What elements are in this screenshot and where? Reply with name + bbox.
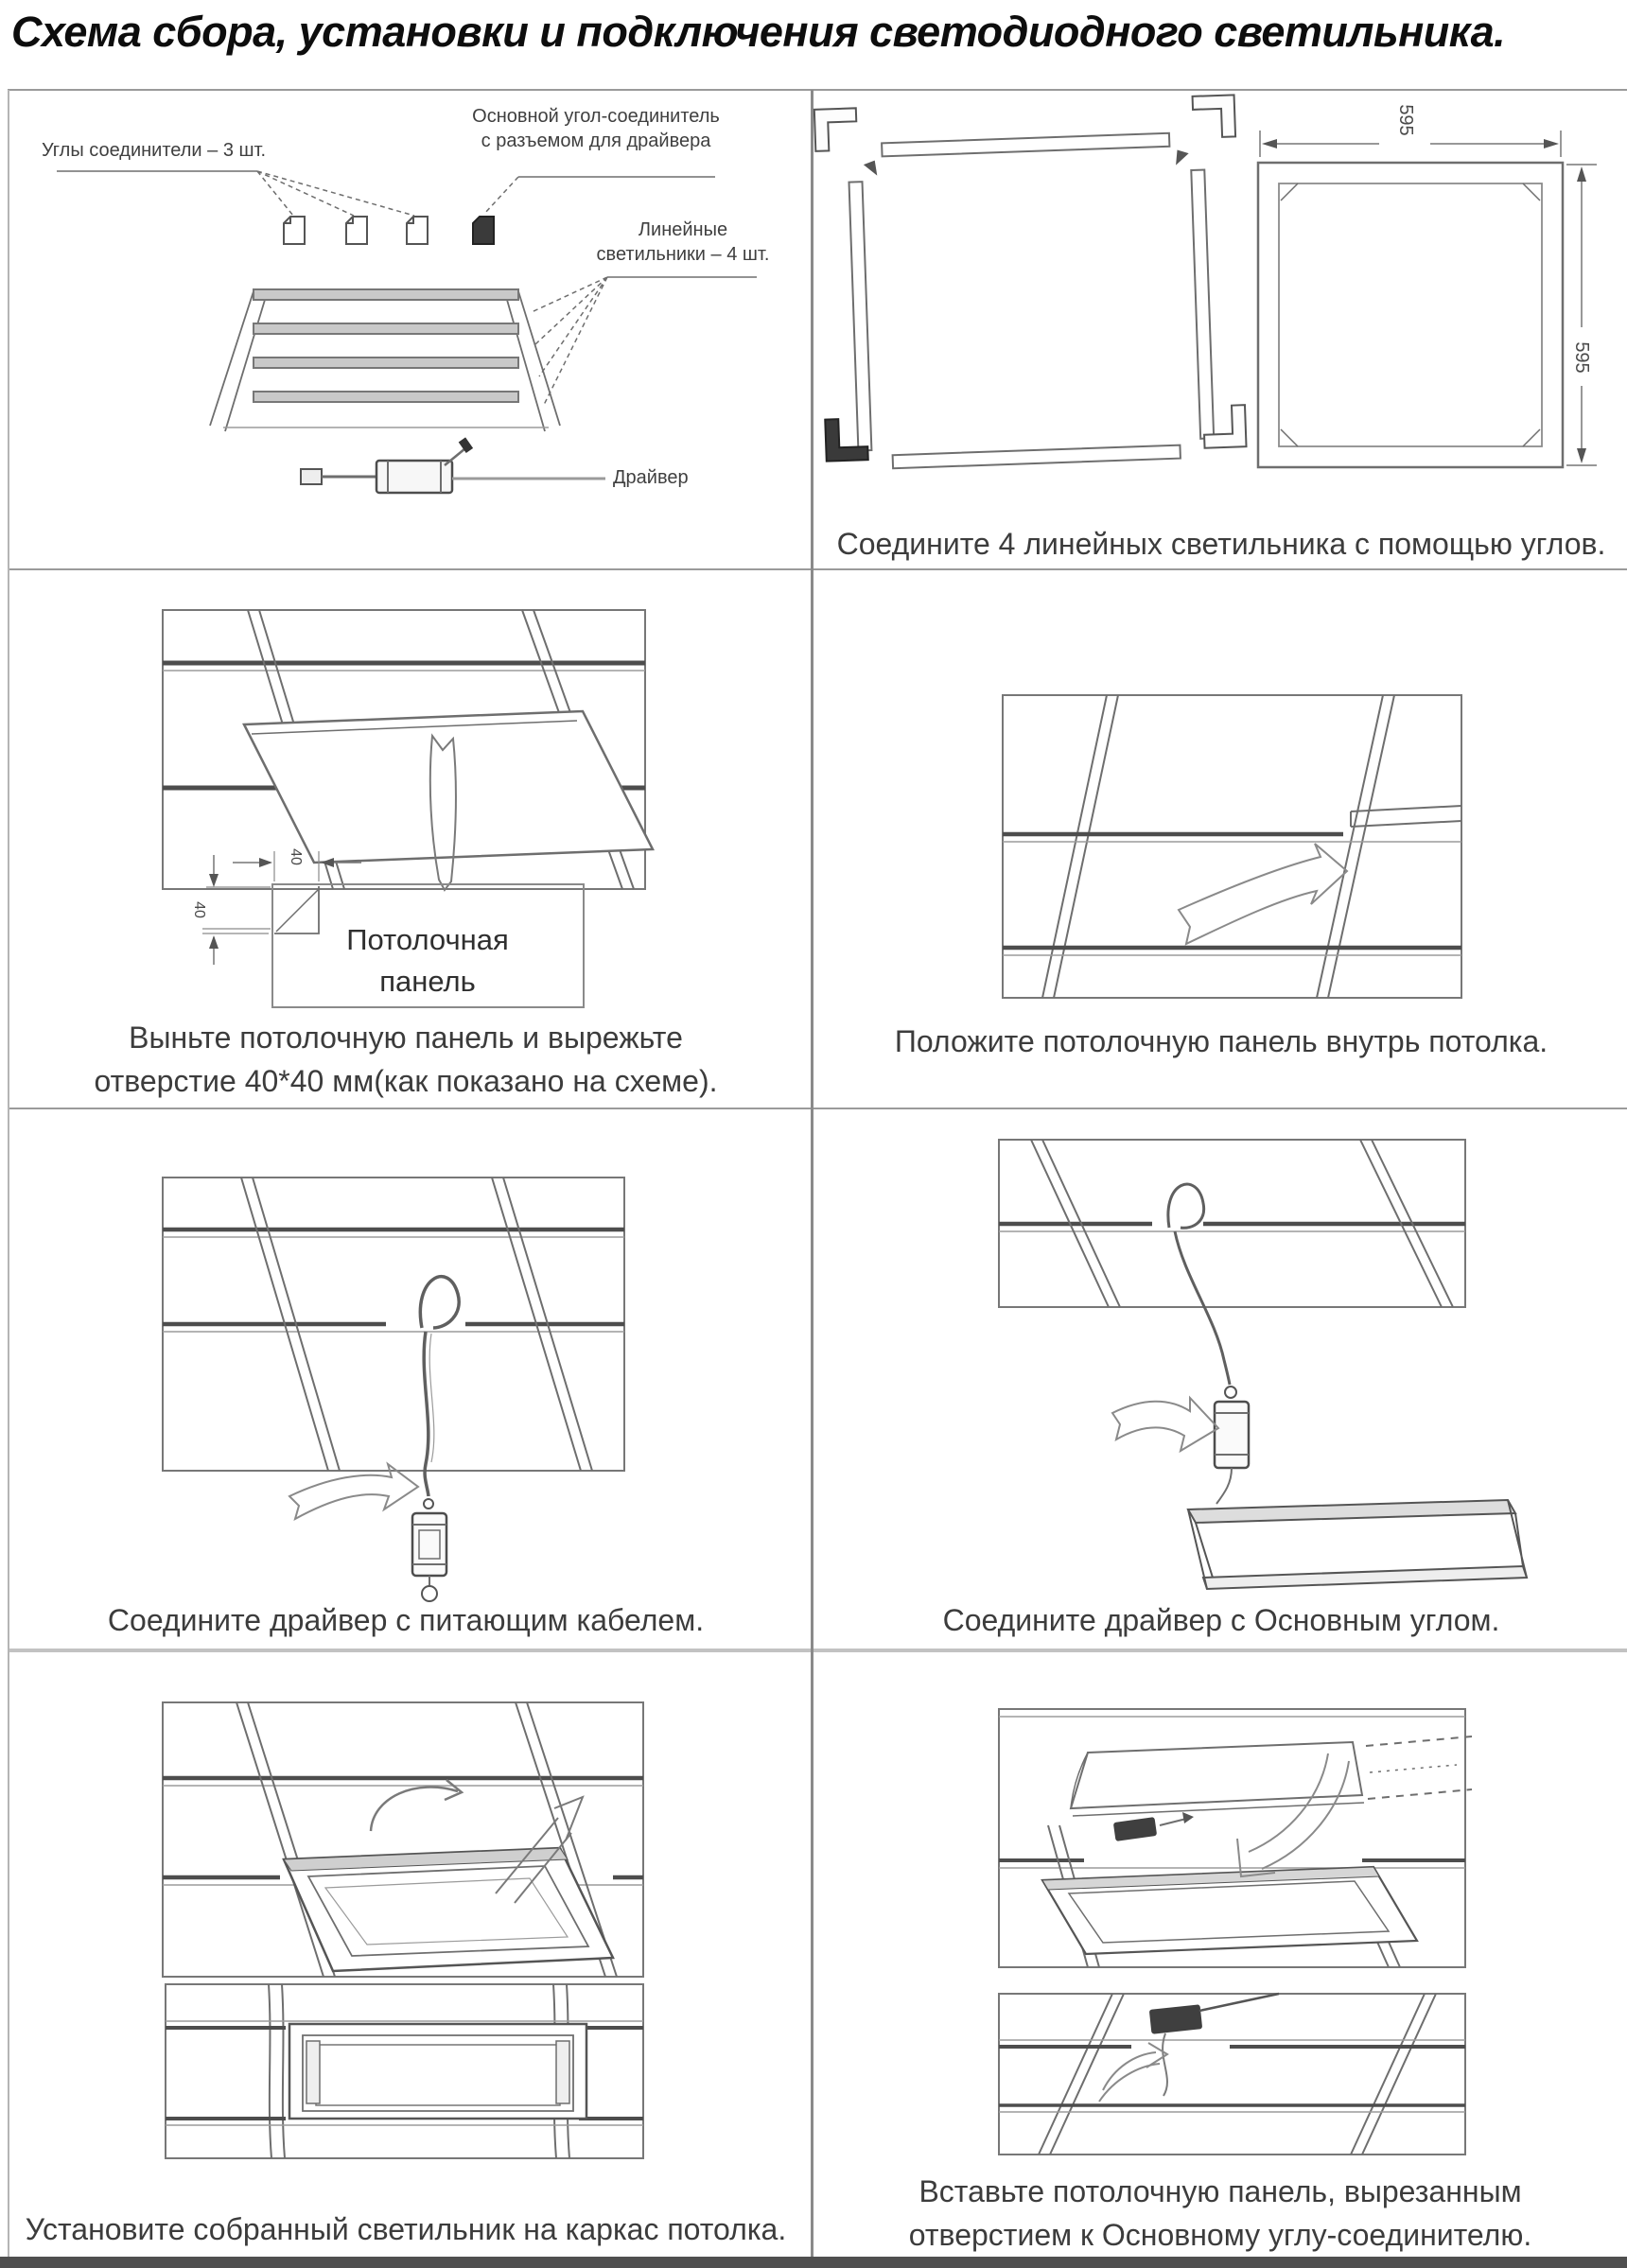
linear-luminaires-stack <box>210 289 560 431</box>
main-corner-dark <box>825 418 868 462</box>
caption-place: Положите потолочную панель внутрь потолка. <box>894 1024 1548 1058</box>
linear-luminaires-label: Линейные светильники – 4 шт. <box>596 219 770 265</box>
dim-40-v: 40 <box>191 901 207 918</box>
connect-cable-figure <box>0 1108 812 1650</box>
install-fixture-figure <box>0 1650 812 2257</box>
assembled-frame <box>1258 163 1563 467</box>
corner-connector-icon <box>284 217 428 244</box>
ceiling-panel-label: Потолочная панель <box>346 923 509 998</box>
driver-icon <box>301 437 605 493</box>
connect-arrow-icon <box>289 1464 418 1519</box>
dimension-lines <box>1260 131 1597 465</box>
insert-arrow-icon <box>1179 844 1347 944</box>
driver-label: Драйвер <box>613 467 689 488</box>
main-corner-connector-icon <box>473 217 494 244</box>
dim-height-label: 595 <box>1571 341 1593 374</box>
caption-cut: Выньте потолочную панель и вырежьте отверстие 40*40 мм(как показано на схеме). <box>94 1021 718 1098</box>
caption-cable: Соедините драйвер с питающим кабелем. <box>107 1603 705 1637</box>
frame-assembly-figure <box>814 90 1627 569</box>
rotate-arrow-icon <box>371 1780 462 1831</box>
power-cable <box>420 1277 459 1496</box>
caption-insert: Вставьте потолочную панель, вырезанным отверстием к Основному углу-соединителю. <box>908 2174 1532 2252</box>
driver-icon <box>412 1513 446 1601</box>
luminaire-frame <box>1188 1500 1527 1589</box>
page-title: Схема сбора, установки и подключения светодиодного светильника. <box>11 8 1506 56</box>
connect-corner-figure <box>814 1108 1627 1650</box>
driver-icon <box>1215 1402 1249 1504</box>
dim-width-label: 595 <box>1395 104 1417 136</box>
caption-main-corner: Соедините драйвер с Основным углом. <box>942 1603 1500 1637</box>
corners-label: Углы соединители – 3 шт. <box>42 140 267 161</box>
power-cable <box>1168 1184 1230 1385</box>
recessed-luminaire <box>289 2024 586 2119</box>
driver-on-ceiling <box>1149 2004 1202 2034</box>
small-arrow-icon <box>1099 2043 1167 2102</box>
tilted-luminaire <box>284 1848 613 1971</box>
caption-install: Установите собранный светильник на каркас потолка. <box>25 2212 787 2246</box>
exploded-frame <box>814 95 1247 470</box>
insert-panel-figure <box>814 1650 1627 2257</box>
main-corner-label: Основной угол-соединитель с разъемом для драйвера <box>472 106 720 151</box>
bottom-bar <box>0 2257 1627 2268</box>
dim-40-h: 40 <box>288 848 304 865</box>
luminaire-frame <box>1042 1867 1417 1954</box>
connect-arrow-icon <box>1112 1398 1218 1451</box>
caption-assemble: Соедините 4 линейных светильника с помощью углов. <box>836 527 1606 561</box>
driver-on-panel <box>1113 1817 1157 1841</box>
